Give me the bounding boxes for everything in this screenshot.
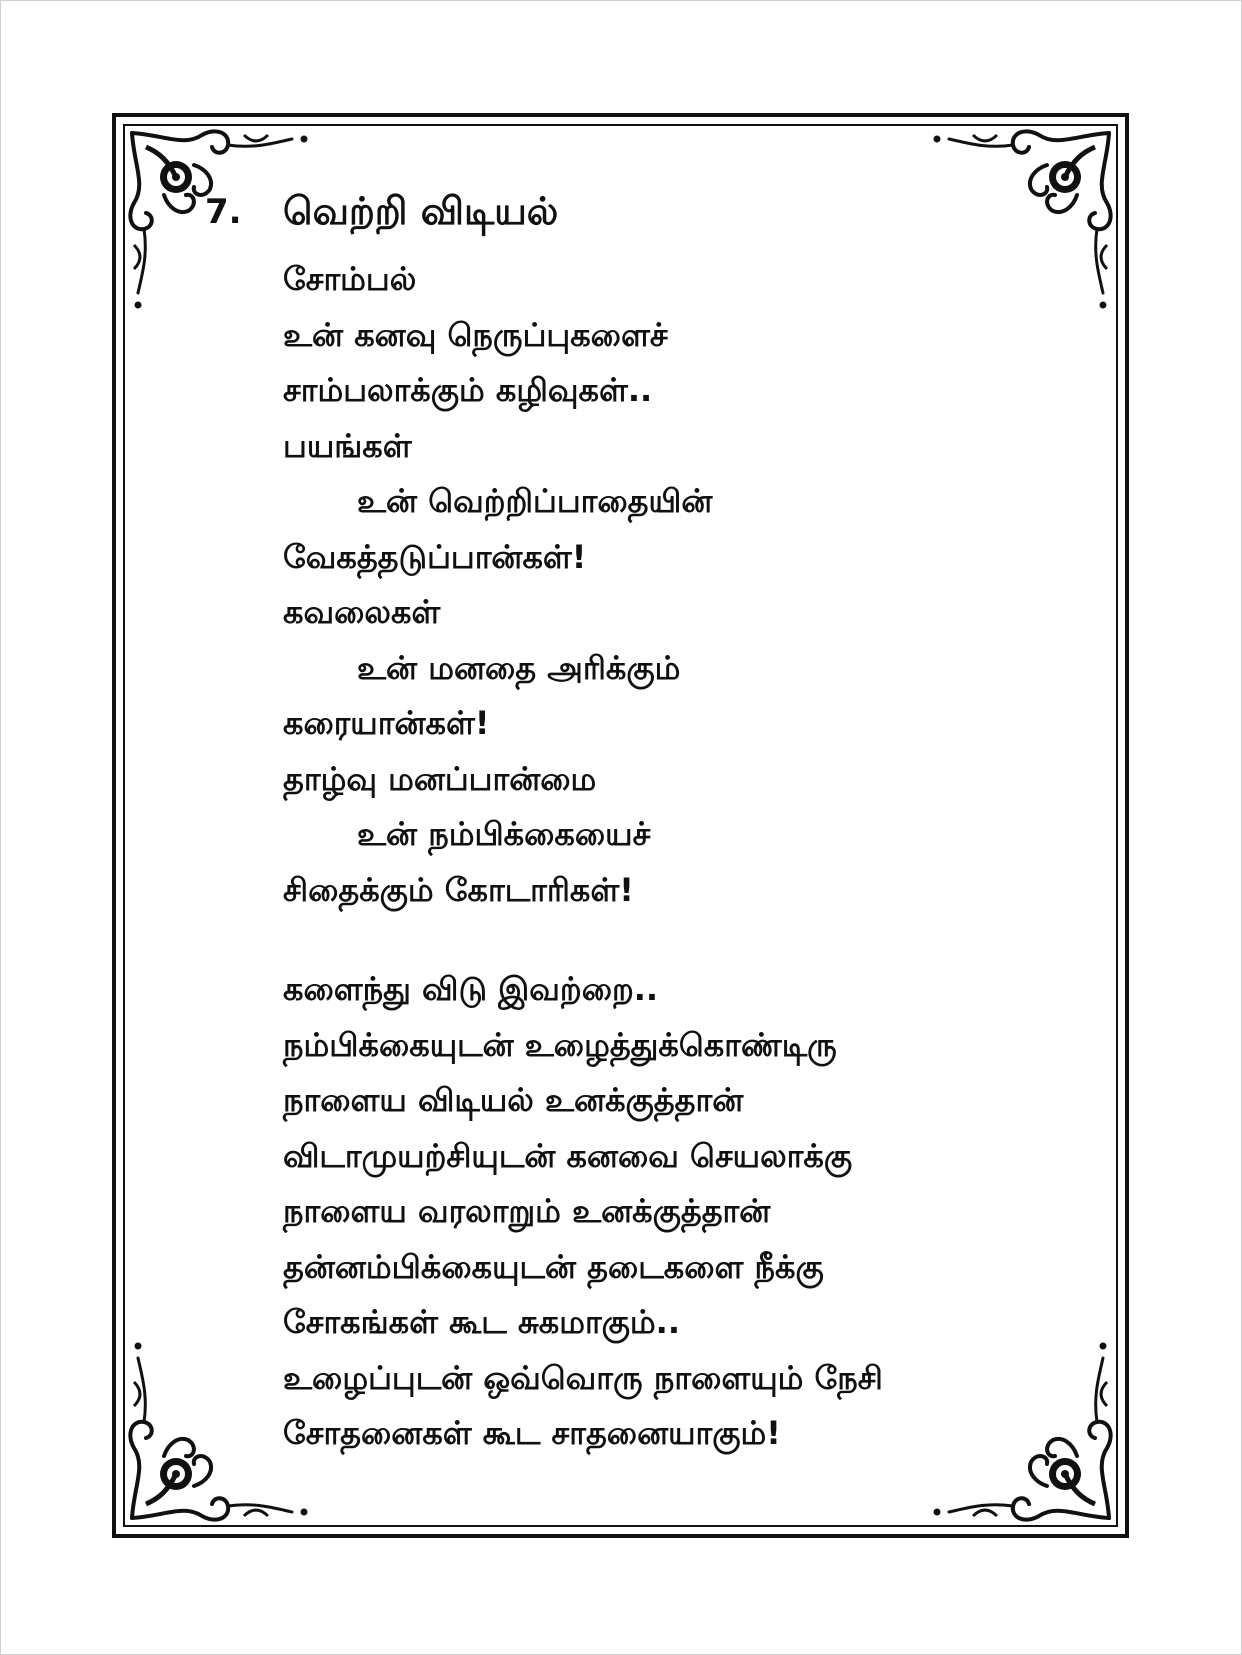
- poem-line: சிதைக்கும் கோடாரிகள்!: [283, 870, 634, 909]
- poem-line: உன் வெற்றிப்பாதையின்: [357, 482, 713, 520]
- poem-line: வேகத்தடுப்பான்கள்!: [283, 537, 587, 576]
- poem-body: [283, 252, 1003, 1462]
- poem-line: நாளைய வரலாறும் உனக்குத்தான்: [283, 1192, 771, 1230]
- poem-line: உன் நம்பிக்கையைச்: [357, 815, 651, 853]
- poem-line: தன்னம்பிக்கையுடன் தடைகளை நீக்கு: [283, 1247, 824, 1286]
- poem-line: தாழ்வு மனப்பான்மை: [283, 759, 597, 798]
- poem-line: நாளைய விடியல் உனக்குத்தான்: [283, 1081, 744, 1119]
- stanza-2: [283, 962, 1003, 1462]
- poem-line: உன் கனவு நெருப்புகளைச்: [283, 315, 668, 354]
- stanza-gap: [283, 918, 1003, 962]
- poem-line: உன் மனதை அரிக்கும்: [357, 648, 681, 687]
- stanza-1: [283, 252, 1003, 918]
- poem-line: நம்பிக்கையுடன் உழைத்துக்கொண்டிரு: [283, 1025, 837, 1064]
- poem-number: 7.: [205, 192, 242, 232]
- poem-line: விடாமுயற்சியுடன் கனவை செயலாக்கு: [283, 1136, 853, 1175]
- poem-line: சோதனைகள் கூட சாதனையாகும்!: [283, 1414, 781, 1452]
- poem-line: சோம்பல்: [283, 260, 417, 298]
- poem-line: சோகங்கள் கூட சுகமாகும்..: [283, 1303, 680, 1341]
- poem-line: களைந்து விடு இவற்றை..: [283, 970, 659, 1008]
- poem-line: உழைப்புடன் ஒவ்வொரு நாளையும் நேசி: [283, 1358, 883, 1397]
- corner-ornament-bottom-left: [130, 1343, 307, 1520]
- poem-line: பயங்கள்: [283, 426, 412, 465]
- poem-line: கவலைகள்: [283, 593, 441, 631]
- poem-line: சாம்பலாக்கும் கழிவுகள்..: [283, 371, 653, 409]
- poem-title: வெற்றி விடியல்: [283, 189, 559, 233]
- poem-line: கரையான்கள்!: [283, 704, 490, 742]
